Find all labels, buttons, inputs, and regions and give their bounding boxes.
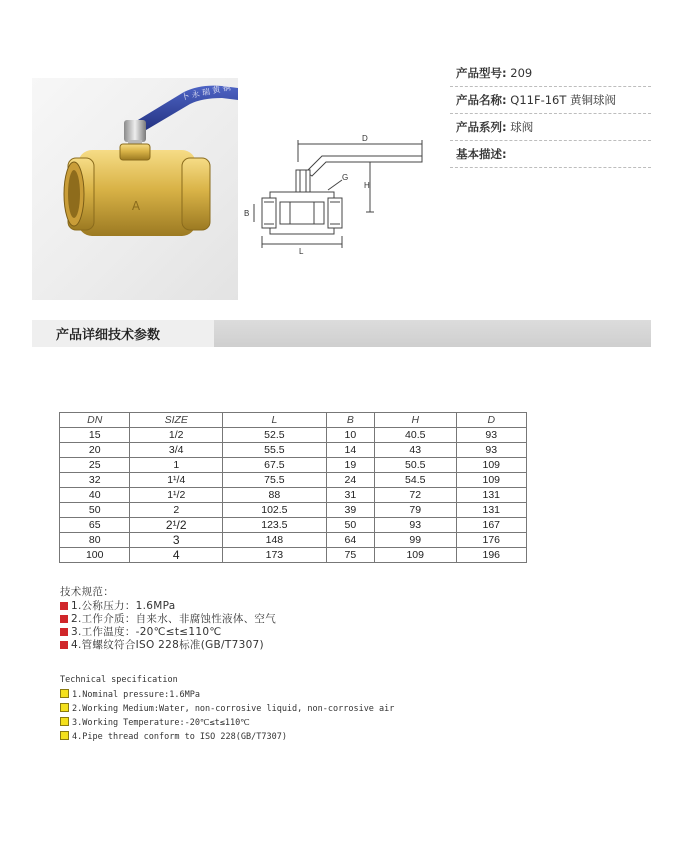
section-header-bar bbox=[32, 320, 651, 347]
table-cell: 102.5 bbox=[223, 503, 327, 518]
spec-en-block bbox=[60, 673, 394, 744]
product-name-value: Q11F-16T 黄铜球阀 bbox=[510, 93, 617, 107]
list-item bbox=[60, 613, 276, 626]
dim-label-l: L bbox=[299, 247, 304, 256]
table-cell: 93 bbox=[374, 518, 456, 533]
table-cell: 67.5 bbox=[223, 458, 327, 473]
col-header-size: SIZE bbox=[130, 413, 223, 428]
list-item bbox=[60, 730, 394, 744]
product-name-row bbox=[450, 87, 651, 114]
spec-en-title: Technical specification bbox=[60, 675, 178, 685]
col-header-dn: DN bbox=[60, 413, 130, 428]
table-cell: 3/4 bbox=[130, 443, 223, 458]
spec-cn-title: 技术规范： bbox=[60, 586, 114, 598]
table-cell: 50.5 bbox=[374, 458, 456, 473]
product-model-row bbox=[450, 60, 651, 87]
table-cell: 1/2 bbox=[130, 428, 223, 443]
col-header-l: L bbox=[223, 413, 327, 428]
table-row bbox=[60, 443, 527, 458]
table-cell: 100 bbox=[60, 548, 130, 563]
table-cell: 50 bbox=[60, 503, 130, 518]
dim-label-h: H bbox=[364, 181, 370, 190]
yellow-square-bullet-icon bbox=[60, 689, 69, 698]
col-header-b: B bbox=[326, 413, 374, 428]
table-cell: 55.5 bbox=[223, 443, 327, 458]
spec-cn-block bbox=[60, 585, 276, 652]
ball-valve-image bbox=[32, 78, 238, 300]
table-cell: 64 bbox=[326, 533, 374, 548]
spec-en-item: 3.Working Temperature:-20℃≤t≤110℃ bbox=[72, 718, 250, 728]
table-cell: 167 bbox=[456, 518, 527, 533]
section-title: 产品详细技术参数 bbox=[32, 320, 214, 347]
red-square-bullet-icon bbox=[60, 628, 68, 636]
table-cell: 15 bbox=[60, 428, 130, 443]
table-cell: 40 bbox=[60, 488, 130, 503]
list-item bbox=[60, 639, 276, 652]
table-cell: 20 bbox=[60, 443, 130, 458]
table-cell: 131 bbox=[456, 503, 527, 518]
table-cell: 131 bbox=[456, 488, 527, 503]
table-cell: 75 bbox=[326, 548, 374, 563]
table-cell: 123.5 bbox=[223, 518, 327, 533]
table-cell: 10 bbox=[326, 428, 374, 443]
product-model-value: 209 bbox=[510, 66, 533, 80]
product-series-value: 球阀 bbox=[510, 120, 534, 134]
spec-cn-item: 4.管螺纹符合ISO 228标准(GB/T7307) bbox=[71, 639, 264, 651]
table-cell: 173 bbox=[223, 548, 327, 563]
table-cell: 31 bbox=[326, 488, 374, 503]
table-cell: 75.5 bbox=[223, 473, 327, 488]
product-series-row bbox=[450, 114, 651, 141]
table-cell: 2 bbox=[130, 503, 223, 518]
yellow-square-bullet-icon bbox=[60, 703, 69, 712]
table-cell: 109 bbox=[374, 548, 456, 563]
spec-en-item: 2.Working Medium:Water, non-corrosive liquid, non-corrosive air bbox=[72, 704, 395, 714]
product-desc-row bbox=[450, 141, 651, 168]
table-cell: 4 bbox=[130, 548, 223, 563]
product-photo bbox=[32, 78, 238, 300]
spec-en-item: 4.Pipe thread conform to ISO 228(GB/T7307) bbox=[72, 732, 287, 742]
dim-label-d: D bbox=[362, 134, 368, 143]
table-cell: 80 bbox=[60, 533, 130, 548]
table-cell: 93 bbox=[456, 443, 527, 458]
spec-cn-item: 2.工作介质：自来水、非腐蚀性液体、空气 bbox=[71, 613, 277, 625]
product-series-label: 产品系列: bbox=[456, 120, 507, 134]
table-cell: 79 bbox=[374, 503, 456, 518]
red-square-bullet-icon bbox=[60, 602, 68, 610]
table-cell: 39 bbox=[326, 503, 374, 518]
table-cell: 72 bbox=[374, 488, 456, 503]
dim-label-b: B bbox=[244, 209, 250, 218]
yellow-square-bullet-icon bbox=[60, 731, 69, 740]
table-cell: 1 bbox=[130, 458, 223, 473]
table-cell: 3 bbox=[130, 533, 223, 548]
table-cell: 1¹/4 bbox=[130, 473, 223, 488]
table-row bbox=[60, 548, 527, 563]
table-cell: 109 bbox=[456, 473, 527, 488]
col-header-h: H bbox=[374, 413, 456, 428]
product-model-label: 产品型号: bbox=[456, 66, 507, 80]
table-cell: 196 bbox=[456, 548, 527, 563]
table-cell: 176 bbox=[456, 533, 527, 548]
list-item bbox=[60, 716, 394, 730]
product-name-label: 产品名称: bbox=[456, 93, 507, 107]
table-cell: 2¹/2 bbox=[130, 518, 223, 533]
product-info bbox=[450, 60, 651, 168]
table-cell: 109 bbox=[456, 458, 527, 473]
spec-cn-item: 1.公称压力：1.6MPa bbox=[71, 600, 176, 612]
col-header-d: D bbox=[456, 413, 527, 428]
table-cell: 14 bbox=[326, 443, 374, 458]
dim-label-g: G bbox=[342, 173, 349, 182]
table-row bbox=[60, 533, 527, 548]
list-item bbox=[60, 600, 276, 613]
yellow-square-bullet-icon bbox=[60, 717, 69, 726]
table-header-row bbox=[60, 413, 527, 428]
table-cell: 52.5 bbox=[223, 428, 327, 443]
list-item bbox=[60, 626, 276, 639]
product-desc-label: 基本描述: bbox=[456, 147, 507, 161]
table-cell: 88 bbox=[223, 488, 327, 503]
list-item bbox=[60, 702, 394, 716]
table-row bbox=[60, 518, 527, 533]
table-row bbox=[60, 428, 527, 443]
table-cell: 148 bbox=[223, 533, 327, 548]
table-row bbox=[60, 473, 527, 488]
red-square-bullet-icon bbox=[60, 615, 68, 623]
table-cell: 24 bbox=[326, 473, 374, 488]
svg-text:A: A bbox=[131, 199, 141, 213]
table-cell: 50 bbox=[326, 518, 374, 533]
table-cell: 99 bbox=[374, 533, 456, 548]
spec-en-item: 1.Nominal pressure:1.6MPa bbox=[72, 690, 200, 700]
table-row bbox=[60, 503, 527, 518]
technical-drawing bbox=[240, 132, 430, 262]
table-cell: 19 bbox=[326, 458, 374, 473]
table-cell: 43 bbox=[374, 443, 456, 458]
table-cell: 1¹/2 bbox=[130, 488, 223, 503]
table-cell: 93 bbox=[456, 428, 527, 443]
table-cell: 25 bbox=[60, 458, 130, 473]
table-cell: 54.5 bbox=[374, 473, 456, 488]
red-square-bullet-icon bbox=[60, 641, 68, 649]
spec-table bbox=[59, 412, 527, 563]
table-row bbox=[60, 488, 527, 503]
table-row bbox=[60, 458, 527, 473]
list-item bbox=[60, 688, 394, 702]
spec-cn-item: 3.工作温度：-20℃≤t≤110℃ bbox=[71, 626, 222, 638]
table-cell: 32 bbox=[60, 473, 130, 488]
table-cell: 40.5 bbox=[374, 428, 456, 443]
svg-text:卜 永 瑞 黄 铜: 卜 永 瑞 黄 铜 bbox=[180, 82, 232, 102]
table-cell: 65 bbox=[60, 518, 130, 533]
